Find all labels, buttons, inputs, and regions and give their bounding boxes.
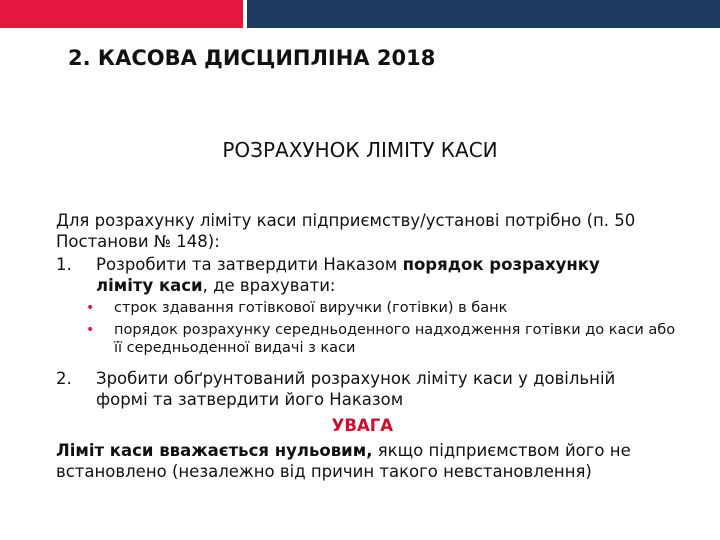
bullet-list — [86, 299, 676, 361]
item-text: Зробити обґрунтований розрахунок ліміту каси у довільній формі та затвердити його Наказом — [96, 369, 616, 409]
item-number: 2. — [56, 369, 72, 388]
warning-heading — [0, 416, 720, 435]
intro-paragraph: Для розрахунку ліміту каси підприємству/установі потрібно (п. 50 Постанови № 148): — [56, 211, 636, 251]
bullet-icon: • — [86, 322, 95, 338]
item-text-bold: порядок розрахунку ліміту каси — [96, 255, 600, 295]
final-text: якщо підприємством його не встановлено (незалежно від причин такого невстановлення) — [56, 441, 631, 481]
header-red-bar — [0, 0, 243, 28]
bullet-icon: • — [86, 300, 95, 316]
section-subtitle: РОЗРАХУНОК ЛІМІТУ КАСИ — [222, 138, 498, 162]
item-number: 1. — [56, 255, 72, 274]
bullet-text: строк здавання готівкової виручки (готівки) в банк — [114, 300, 508, 316]
final-paragraph — [56, 440, 656, 482]
bullet-text: порядок розрахунку середньоденного надходження готівки до каси або її середньоденної видачі з каси — [114, 322, 676, 356]
slide-title: 2. КАСОВА ДИСЦИПЛІНА 2018 — [68, 46, 436, 70]
list-item — [86, 321, 676, 357]
warning-label: УВАГА — [331, 416, 393, 435]
header-navy-bar — [247, 0, 720, 28]
list-item — [86, 299, 676, 317]
item-text-plain: Розробити та затвердити Наказом — [96, 255, 403, 274]
final-bold: Ліміт каси вважається нульовим, — [56, 441, 373, 460]
item-text — [96, 254, 656, 296]
item-text-tail: , де врахувати: — [202, 276, 336, 295]
